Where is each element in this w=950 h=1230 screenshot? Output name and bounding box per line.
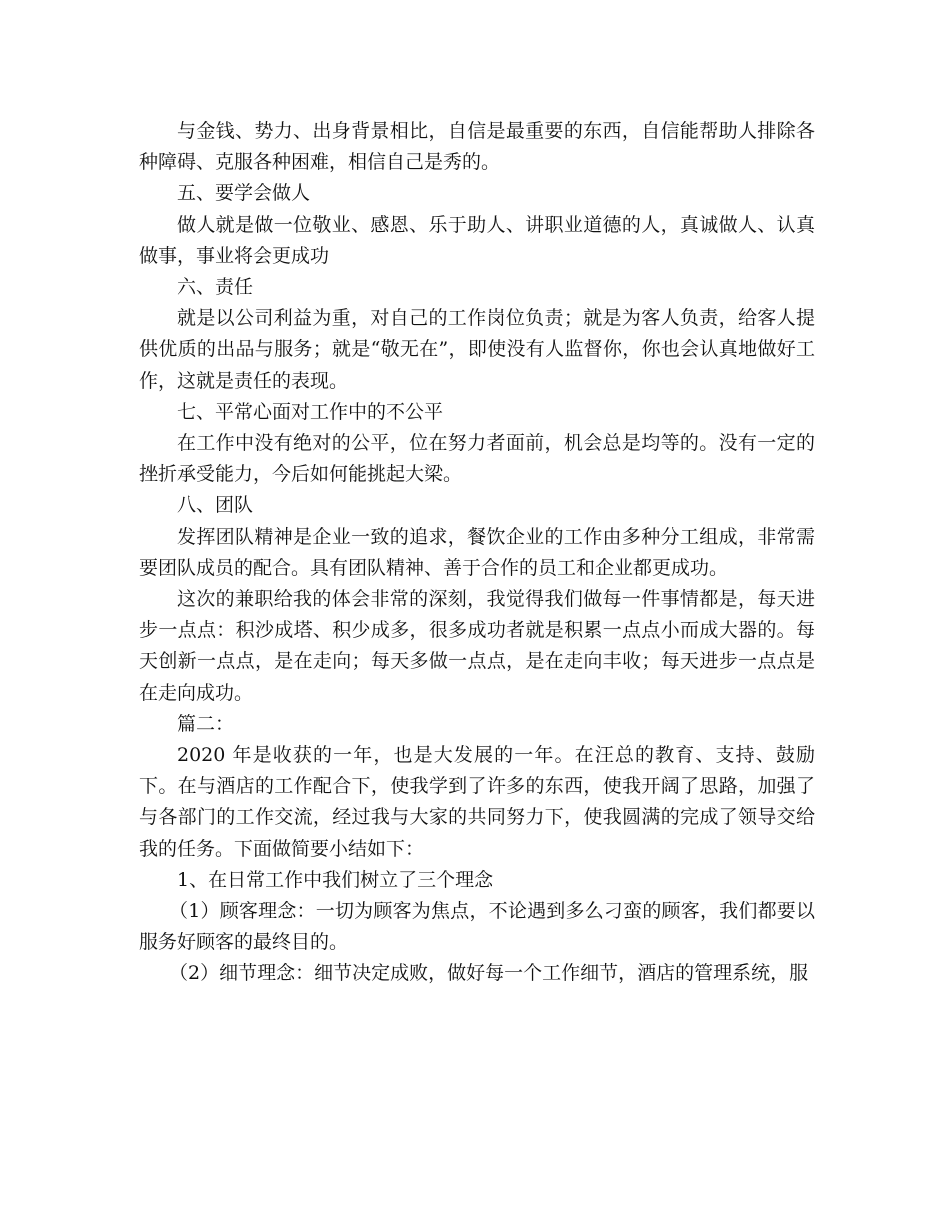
paragraph-reflection: 这次的兼职给我的体会非常的深刻，我觉得我们做每一件事情都是，每天进步一点点：积沙成塔、积少成多，很多成功者就是积累一点点小而成大器的。每天创新一点点，是在走向；每天多做一点点，是在走向丰收；每天进步一点点是在走向成功。 [139,588,815,704]
heading-three-concepts: 1、在日常工作中我们树立了三个理念 [177,868,494,891]
paragraph-confidence: 与金钱、势力、出身背景相比，自信是最重要的东西，自信能帮助人排除各种障碍、克服各种困难，相信自己是秀的。 [139,120,815,174]
heading-section-6: 六、责任 [177,276,254,299]
paragraph-customer-concept: （1）顾客理念：一切为顾客为焦点，不论遇到多么刁蛮的顾客，我们都要以服务好顾客的最终目的。 [139,900,815,954]
heading-section-5: 五、要学会做人 [177,182,311,205]
heading-section-7: 七、平常心面对工作中的不公平 [177,400,444,423]
document-body [139,116,815,990]
heading-part-two: 篇二： [177,712,235,735]
paragraph-year-summary: 2020 年是收获的一年，也是大发展的一年。在汪总的教育、支持、鼓励下。在与酒店的工作配合下，使我学到了许多的东西，使我开阔了思路，加强了与各部门的工作交流，经过我与大家的共同努力下，使我圆满的完成了领导交给我的任务。下面做简要小结如下： [139,744,815,860]
heading-section-8: 八、团队 [177,494,254,517]
paragraph-detail-concept: （2）细节理念：细节决定成败，做好每一个工作细节，酒店的管理系统，服 [169,962,809,985]
paragraph-be-a-person: 做人就是做一位敬业、感恩、乐于助人、讲职业道德的人，真诚做人、认真做事，事业将会更成功 [139,213,815,267]
paragraph-fairness: 在工作中没有绝对的公平，位在努力者面前，机会总是均等的。没有一定的挫折承受能力，今后如何能挑起大梁。 [139,432,815,486]
paragraph-responsibility: 就是以公司利益为重，对自己的工作岗位负责；就是为客人负责，给客人提供优质的出品与服务；就是“敬无在”，即使没有人监督你，你也会认真地做好工作，这就是责任的表现。 [139,307,815,392]
paragraph-team: 发挥团队精神是企业一致的追求，餐饮企业的工作由多种分工组成，非常需要团队成员的配合。具有团队精神、善于合作的员工和企业都更成功。 [139,525,815,579]
